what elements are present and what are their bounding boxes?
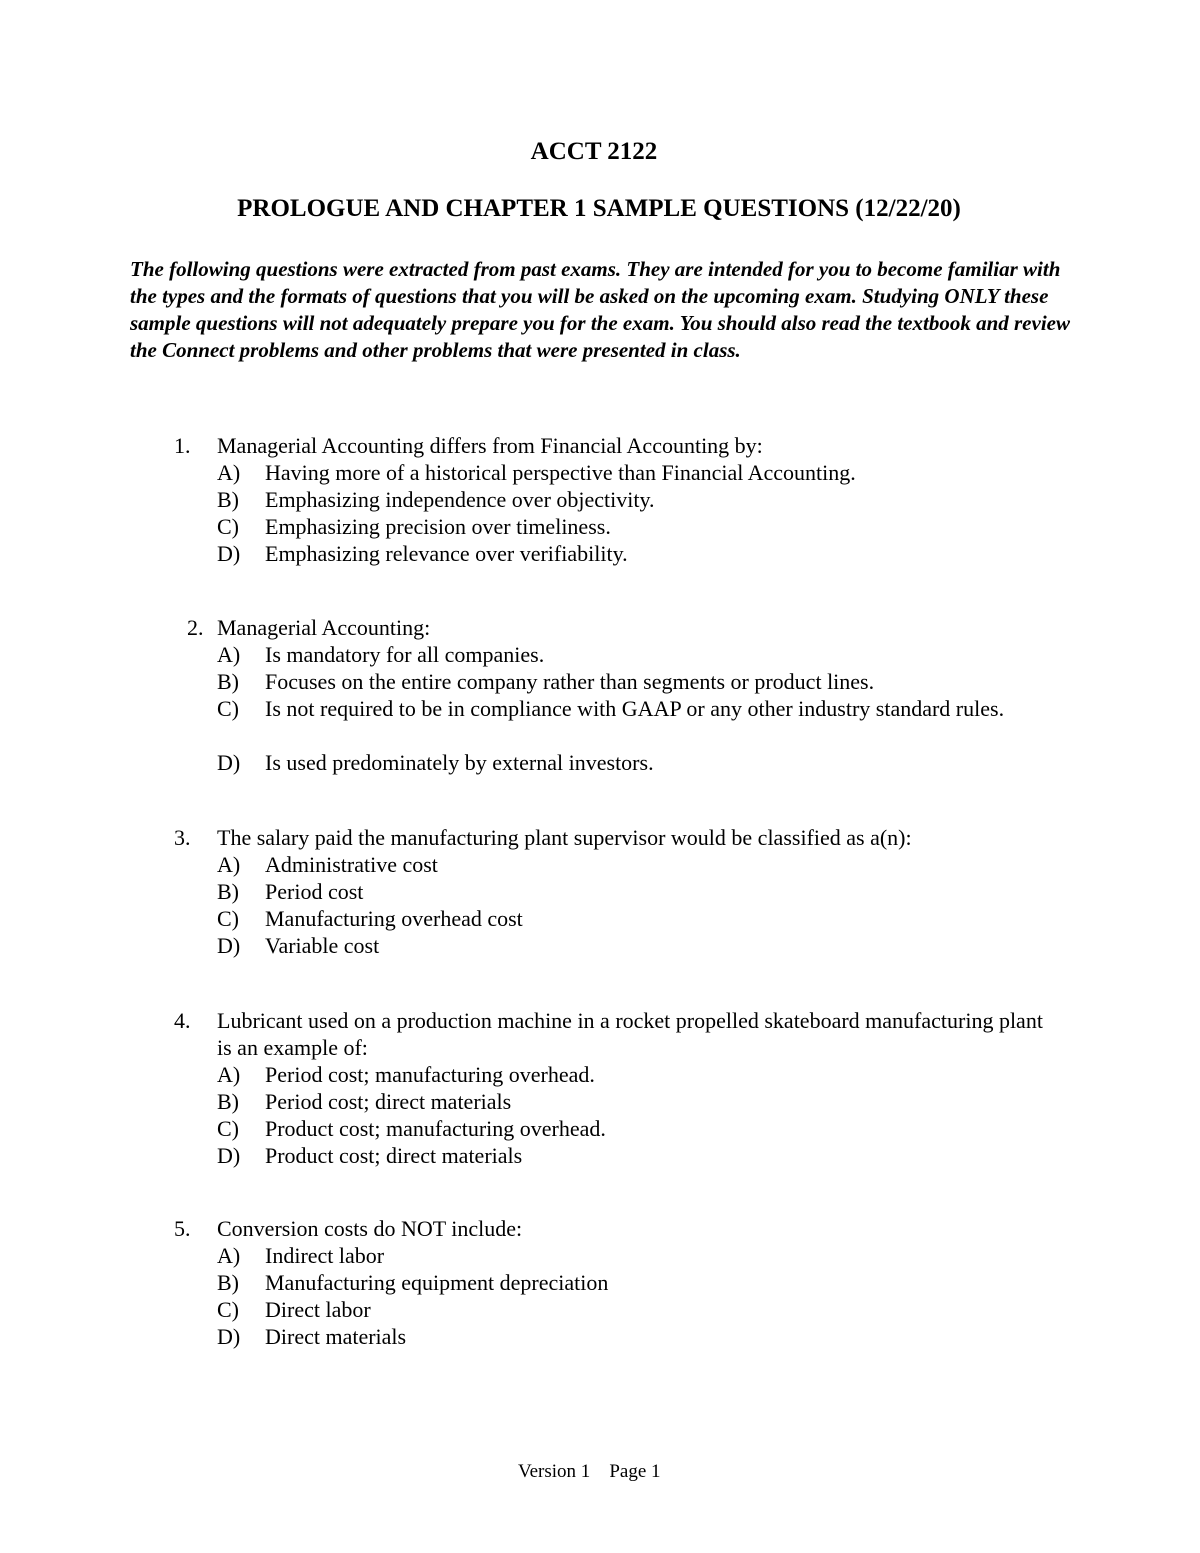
option-letter: A) — [217, 852, 241, 877]
option-text: Direct materials — [265, 1324, 407, 1349]
option-letter: B) — [217, 879, 239, 904]
question-text: Managerial Accounting differs from Financial Accounting by: — [217, 433, 763, 458]
option-letter: A) — [217, 460, 241, 485]
option-letter: C) — [217, 906, 239, 931]
option-text: Having more of a historical perspective than Financial Accounting. — [265, 460, 856, 485]
option-text: Emphasizing precision over timeliness. — [265, 514, 611, 539]
option-text: Product cost; manufacturing overhead. — [265, 1116, 606, 1141]
question-text: Managerial Accounting: — [217, 615, 431, 640]
option-text: Variable cost — [265, 933, 380, 958]
option-text: Indirect labor — [265, 1243, 385, 1268]
option-text: Manufacturing equipment depreciation — [265, 1270, 609, 1295]
option-text: Is mandatory for all companies. — [265, 642, 545, 667]
option-text: Administrative cost — [265, 852, 438, 877]
option-letter: D) — [217, 1143, 241, 1168]
option-text: Is used predominately by external investors. — [265, 750, 654, 775]
option-letter: B) — [217, 669, 239, 694]
option-letter: D) — [217, 933, 241, 958]
page-footer — [518, 1460, 661, 1484]
option-letter: A) — [217, 1062, 241, 1087]
option-text: Emphasizing relevance over verifiability. — [265, 541, 628, 566]
page-number: Page 1 — [609, 1461, 661, 1482]
option-text: Product cost; direct materials — [265, 1143, 523, 1168]
option-text: Manufacturing overhead cost — [265, 906, 523, 931]
question-number: 2. — [187, 615, 204, 640]
document-title: PROLOGUE AND CHAPTER 1 SAMPLE QUESTIONS (12/22/20) — [237, 195, 961, 222]
option-letter: C) — [217, 1116, 239, 1141]
option-letter: B) — [217, 487, 239, 512]
option-letter: B) — [217, 1089, 239, 1114]
question-text: Lubricant used on a production machine in a rocket propelled skateboard manufacturing plant is an example of: — [217, 1008, 1043, 1060]
option-letter: A) — [217, 642, 241, 667]
option-text: Direct labor — [265, 1297, 371, 1322]
question-text: The salary paid the manufacturing plant supervisor would be classified as a(n): — [217, 825, 912, 850]
question-number: 5. — [174, 1216, 191, 1241]
option-text: Emphasizing independence over objectivity. — [265, 487, 655, 512]
question-number: 4. — [174, 1008, 191, 1033]
question-text: Conversion costs do NOT include: — [217, 1216, 523, 1241]
option-letter: D) — [217, 541, 241, 566]
option-text: Is not required to be in compliance with GAAP or any other industry standard rules. — [265, 696, 1005, 721]
option-letter: D) — [217, 750, 241, 775]
option-text: Period cost — [265, 879, 364, 904]
question-number: 1. — [174, 433, 191, 458]
option-text: Period cost; direct materials — [265, 1089, 512, 1114]
option-letter: B) — [217, 1270, 239, 1295]
option-text: Period cost; manufacturing overhead. — [265, 1062, 595, 1087]
option-letter: D) — [217, 1324, 241, 1349]
option-letter: A) — [217, 1243, 241, 1268]
intro-paragraph: The following questions were extracted from past exams. They are intended for you to become familiar with the types and the formats of questions that you will be asked on the upcoming exam. Studying ONLY these sample questions will not adequately prepare you for the exam. You should also read the textbook and review the Connect problems and other problems that were presented in class. — [130, 257, 1070, 362]
option-letter: C) — [217, 1297, 239, 1322]
question-number: 3. — [174, 825, 191, 850]
option-letter: C) — [217, 514, 239, 539]
course-code: ACCT 2122 — [530, 138, 658, 165]
option-letter: C) — [217, 696, 239, 721]
version-label: Version 1 — [518, 1461, 591, 1482]
option-text: Focuses on the entire company rather than segments or product lines. — [265, 669, 875, 694]
